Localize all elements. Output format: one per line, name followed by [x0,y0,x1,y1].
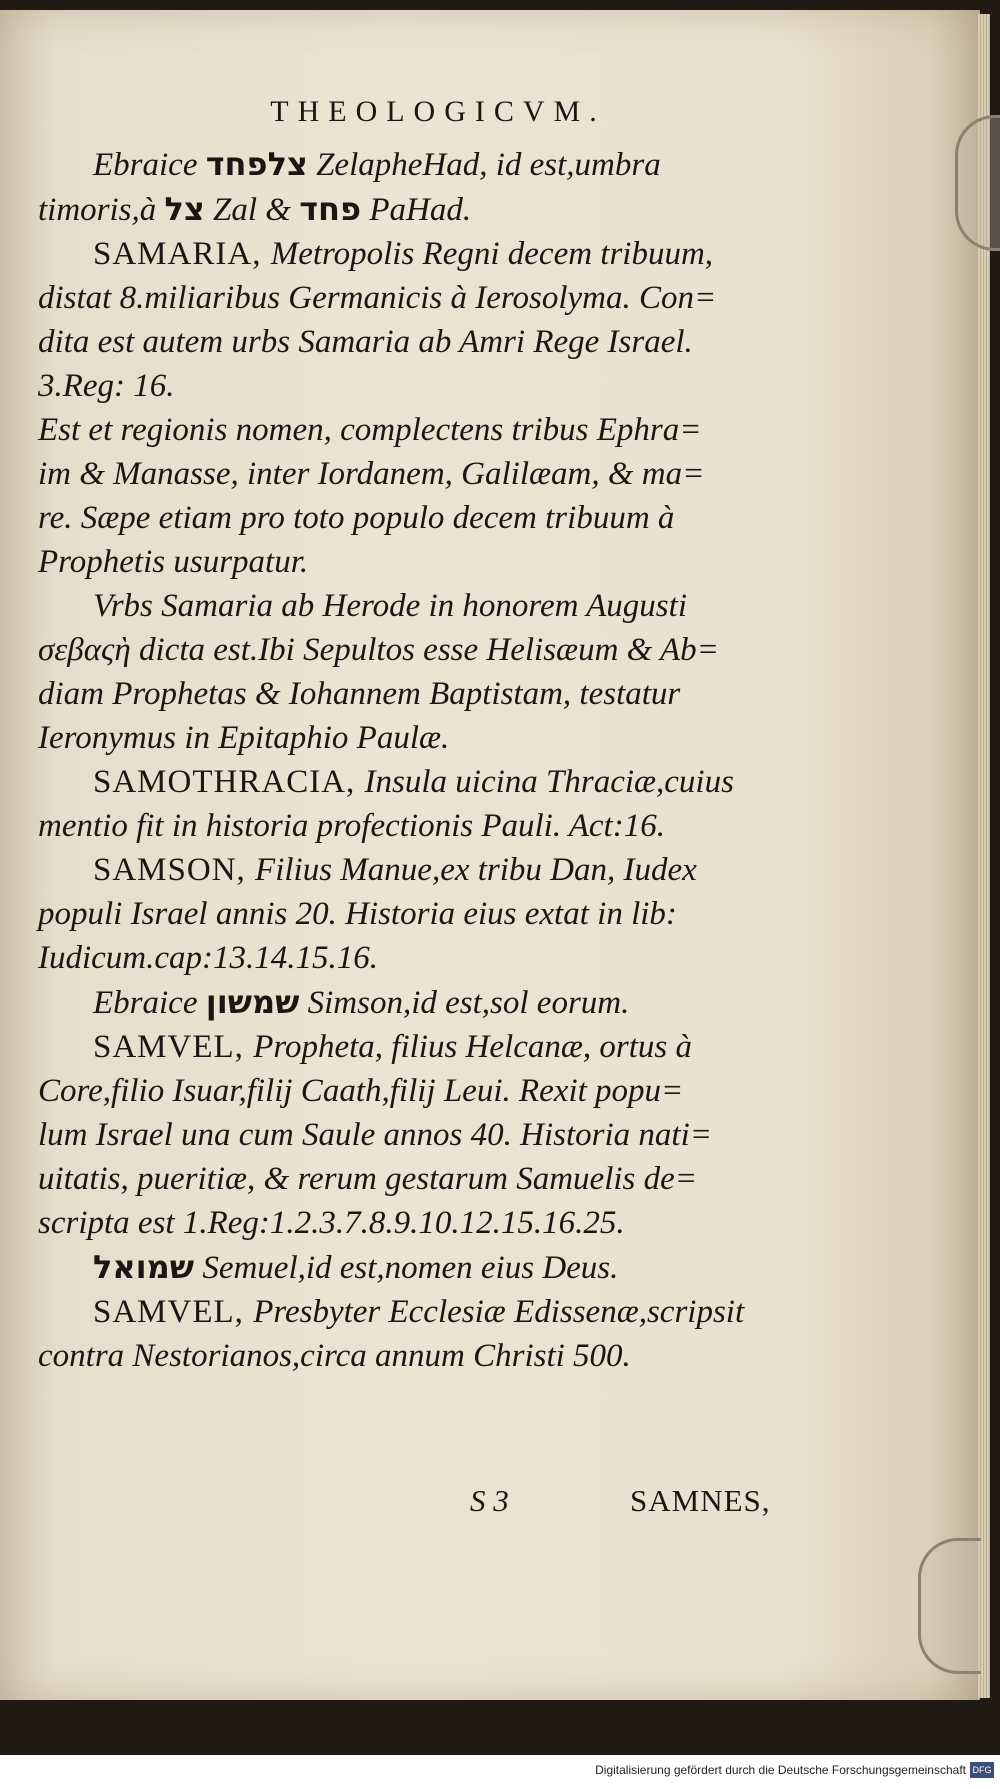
text-line [38,716,798,760]
text-segment: contra Nestorianos,circa annum Christi 500. [38,1338,631,1374]
text-segment: diam Prophetas & Iohannem Baptistam, testatur [38,676,681,712]
page-footer [470,1483,800,1519]
text-segment: Ieronymus in Epitaphio Paulæ. [38,720,450,756]
clip-bottom-icon [918,1538,981,1674]
text-line [38,276,798,320]
text-line [38,232,798,276]
text-segment: Ebraice [93,147,206,183]
page-text-block [38,90,798,1378]
text-segment: lum Israel una cum Saule annos 40. Historia nati= [38,1117,713,1153]
text-segment: Est et regionis nomen, complectens tribus Ephra= [38,412,702,448]
text-line [38,1157,798,1201]
text-line [38,892,798,936]
signature-mark: S 3 [470,1483,509,1518]
running-head: THEOLOGICVM. [270,95,606,128]
text-line [38,672,798,716]
text-segment: SAMARIA, [93,236,271,272]
text-line [38,408,798,452]
text-segment: PaHad. [361,192,472,228]
text-line [38,1290,798,1334]
hebrew-word: צל [164,190,205,228]
text-segment: scripta est 1.Reg:1.2.3.7.8.9.10.12.15.16.25. [38,1205,625,1241]
text-segment: Prophetis usurpatur. [38,544,309,580]
text-line [38,1113,798,1157]
text-segment: σεβαςὴ dicta est.Ibi Sepultos esse Helisæum & Ab= [38,632,719,668]
text-line [38,980,798,1025]
text-line [38,540,798,584]
text-line [38,584,798,628]
digitization-banner [0,1755,1000,1789]
text-segment: Metropolis Regni decem tribuum, [270,236,714,272]
text-segment: distat 8.miliaribus Germanicis à Ierosolyma. Con= [38,280,717,316]
text-segment: populi Israel annis 20. Historia eius extat in lib: [38,896,677,932]
text-line [38,320,798,364]
catchword: SAMNES, [630,1483,771,1518]
text-segment: Iudicum.cap:13.14.15.16. [38,940,379,976]
text-line [38,804,798,848]
clip-top-icon [955,115,1000,251]
text-segment: Propheta, filius Helcanæ, ortus à [253,1029,692,1065]
text-line [38,452,798,496]
text-segment: Ebraice [93,985,206,1021]
text-line [38,1245,798,1290]
text-segment: ZelapheHad, id est,umbra [307,147,661,183]
text-segment: re. Sæpe etiam pro toto populo decem tribuum à [38,500,675,536]
hebrew-word: שמואל [93,1248,195,1286]
text-line [38,1069,798,1113]
text-segment: SAMVEL, [93,1294,254,1330]
text-line [38,1201,798,1245]
text-segment: SAMSON, [93,852,256,888]
text-line [38,760,798,804]
text-segment: SAMOTHRACIA, [93,764,365,800]
hebrew-word: צלפחד [205,145,308,183]
dfg-logo: DFG [970,1762,994,1778]
text-line [38,1025,798,1069]
text-segment: Semuel,id est,nomen eius Deus. [194,1250,619,1286]
hebrew-word: פחד [299,190,362,228]
text-line [38,628,798,672]
text-line [38,1334,798,1378]
text-segment: uitatis, pueritiæ, & rerum gestarum Samuelis de= [38,1161,698,1197]
banner-text: Digitalisierung gefördert durch die Deutsche Forschungsgemeinschaft [595,1763,966,1777]
text-line [38,187,798,232]
text-segment: dita est autem urbs Samaria ab Amri Rege Israel. [38,324,693,360]
page-edges [978,14,990,1698]
text-line [38,364,798,408]
text-line [38,496,798,540]
text-segment: Filius Manue,ex tribu Dan, Iudex [255,852,697,888]
text-segment: im & Manasse, inter Iordanem, Galilæam, & ma= [38,456,705,492]
text-segment: Insula uicina Thraciæ,cuius [364,764,734,800]
text-segment: Vrbs Samaria ab Herode in honorem Augusti [93,588,687,624]
text-line [38,142,798,187]
text-line [38,848,798,892]
text-segment: Core,filio Isuar,filij Caath,filij Leui. Rexit popu= [38,1073,684,1109]
text-lines [38,142,798,1378]
text-segment: Simson,id est,sol eorum. [299,985,630,1021]
text-segment: SAMVEL, [93,1029,254,1065]
hebrew-word: שמשון [205,983,300,1021]
text-line [38,936,798,980]
text-segment: Zal & [204,192,300,228]
text-segment: timoris,à [38,192,165,228]
text-segment: Presbyter Ecclesiæ Edissenæ,scripsit [253,1294,745,1330]
text-segment: mentio fit in historia profectionis Pauli. Act:16. [38,808,665,844]
text-segment: 3.Reg: 16. [38,368,175,404]
